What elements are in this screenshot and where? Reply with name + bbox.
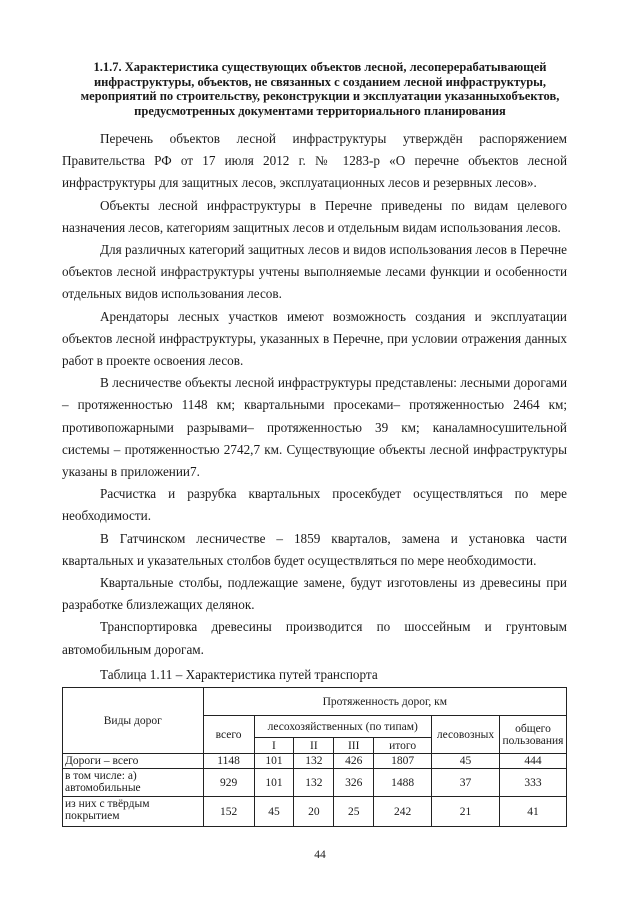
section-heading: 1.1.7. Характеристика существующих объектов лесной, лесоперерабатывающей инфраструктуры, объектов, не связанных с созданием лесной инфраструктуры, мероприятий по строительству, реконструкции и эксплуатации указанныхобъектов, предусмотренных документами территориального планирования (80, 60, 560, 118)
table-caption: Таблица 1.11 – Характеристика путей транспорта (100, 667, 378, 682)
paragraph: Для различных категорий защитных лесов и видов использования лесов в Перечне объектов лесной инфраструктуры учтены выполняемые лесами функции и особенности отдельных видов использования лесов. (62, 242, 567, 302)
table-cell: 21 (432, 797, 500, 827)
paragraph: В лесничестве объекты лесной инфраструктуры представлены: лесными дорогами – протяженностью 1148 км; квартальными просеками– протяженностью 2464 км; противопожарными разрывами– протяженностью 39 км; каналамносушительной системы – протяженностью 2742,7 км. Существующие объекты лесной инфраструктуры указаны в приложении7. (62, 375, 567, 480)
row-label: в том числе: а) автомобильные (63, 769, 204, 797)
table-cell: 45 (432, 754, 500, 769)
table-cell: 242 (374, 797, 432, 827)
paragraph: Расчистка и разрубка квартальных просекбудет осуществляться по мере необходимости. (62, 486, 567, 524)
table-cell: 444 (499, 754, 566, 769)
table-cell: 25 (334, 797, 374, 827)
header-public: общего пользования (499, 716, 566, 754)
paragraph: Объекты лесной инфраструктуры в Перечне приведены по видам целевого назначения лесов, категориям защитных лесов и отдельным видам использования лесов. (62, 197, 567, 235)
header-length: Протяженность дорог, км (203, 688, 566, 716)
paragraph: Арендаторы лесных участков имеют возможность создания и эксплуатации объектов лесной инфраструктуры, указанных в Перечне, при условии отражения данных работ в проекте освоения лесов. (62, 308, 567, 369)
table-cell: 101 (254, 754, 294, 769)
page-number: 44 (314, 849, 326, 861)
table-cell: 37 (432, 769, 500, 797)
table-cell: 929 (203, 769, 254, 797)
header-total: всего (203, 716, 254, 754)
table-cell: 1148 (203, 754, 254, 769)
table-cell: 152 (203, 797, 254, 827)
header-type-3: III (334, 738, 374, 754)
paragraph: Квартальные столбы, подлежащие замене, будут изготовлены из древесины при разработке близлежащих делянок. (62, 575, 567, 613)
header-type-1: I (254, 738, 294, 754)
table-row (63, 797, 567, 827)
table-row (63, 754, 567, 769)
table-cell: 1488 (374, 769, 432, 797)
header-type-2: II (294, 738, 334, 754)
header-forestry: лесохозяйственных (по типам) (254, 716, 432, 738)
table-cell: 132 (294, 769, 334, 797)
row-label: Дороги – всего (63, 754, 204, 769)
body-text (62, 128, 567, 661)
roads-table (62, 687, 567, 827)
table-cell: 326 (334, 769, 374, 797)
header-timber: лесовозных (432, 716, 500, 754)
paragraph: В Гатчинском лесничестве – 1859 кварталов, замена и установка части квартальных и указательных столбов будет осуществляться по мере необходимости. (62, 530, 567, 568)
table-cell: 101 (254, 769, 294, 797)
header-forestry-total: итого (374, 738, 432, 754)
table-cell: 20 (294, 797, 334, 827)
table-cell: 1807 (374, 754, 432, 769)
table-cell: 45 (254, 797, 294, 827)
table-cell: 426 (334, 754, 374, 769)
header-road-types: Виды дорог (63, 688, 204, 754)
paragraph: Перечень объектов лесной инфраструктуры утверждён распоряжением Правительства РФ от 17 июля 2012 г. № 1283-р «О перечне объектов лесной инфраструктуры для защитных лесов, эксплуатационных лесов и резервных лесов». (62, 131, 567, 191)
table-row (63, 769, 567, 797)
table-cell: 333 (499, 769, 566, 797)
paragraph: Транспортировка древесины производится по шоссейным и грунтовым автомобильным дорогам. (62, 619, 567, 657)
table-cell: 132 (294, 754, 334, 769)
table-cell: 41 (499, 797, 566, 827)
row-label: из них с твёрдым покрытием (63, 797, 204, 827)
